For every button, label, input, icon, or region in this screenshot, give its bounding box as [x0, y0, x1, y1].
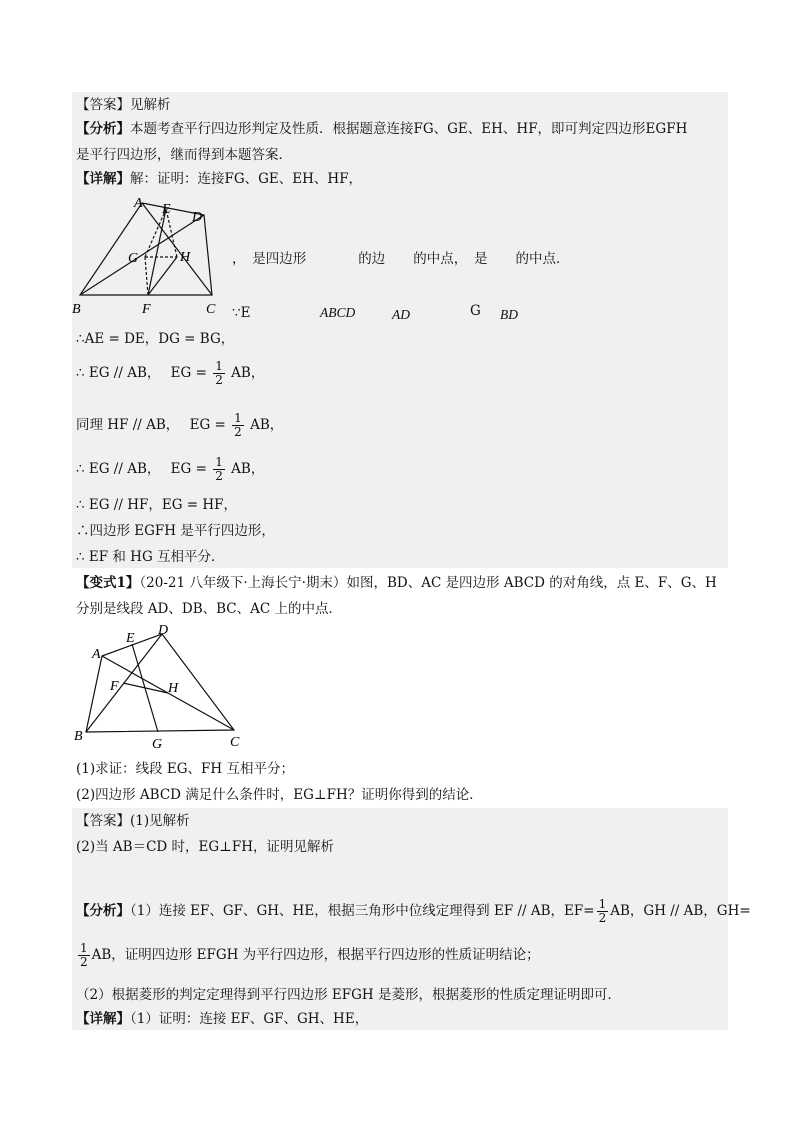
analysis-line-1: 【分析】本题考查平行四边形判定及性质．根据题意连接FG、GE、EH、HF，即可判定四边形EGFH: [76, 121, 688, 137]
figure-2-quadrilateral: [70, 622, 250, 752]
step-3: 同理 HF // AB， EG = $\frac{1}{2}$ AB，: [76, 411, 284, 439]
fig1-label-f: F: [142, 302, 151, 317]
fig1-label-g: G: [128, 251, 139, 266]
fig1-label-b: B: [72, 302, 81, 317]
condition-ad: AD: [392, 307, 410, 322]
fig2-label-f: F: [110, 679, 119, 694]
fraction-half: $\frac{1}{2}$: [234, 411, 242, 439]
fraction-half: $\frac{1}{2}$: [598, 897, 607, 925]
fig1-label-a: A: [134, 196, 143, 211]
fraction-half: $\frac{1}{2}$: [215, 359, 223, 387]
step-5: ∴ EG // HF，EG = HF，: [76, 497, 238, 513]
answer2-line-2: (2)当 AB＝CD 时，EG⊥FH，证明见解析: [76, 839, 335, 855]
fig2-label-e: E: [126, 631, 135, 646]
step-4: ∴ EG // AB， EG = $\frac{1}{2}$ AB，: [76, 455, 265, 483]
step-6: ∴四边形 EGFH 是平行四边形，: [76, 523, 275, 539]
variant-line-1: 【变式1】（20-21 八年级下·上海长宁·期末）如图，BD、AC 是四边形 ABCD 的对角线，点 E、F、G、H: [76, 575, 717, 591]
answer-line: 【答案】见解析: [76, 97, 171, 113]
question-2: (2)四边形 ABCD 满足什么条件时，EG⊥FH？证明你得到的结论．: [76, 787, 483, 803]
fig2-label-b: B: [74, 729, 83, 744]
answer2-line-1: 【答案】(1)见解析: [76, 813, 190, 829]
step-1: ∴AE = DE，DG = BG，: [76, 331, 235, 347]
because-line: ∵E: [232, 305, 251, 321]
step-2: ∴ EG // AB， EG = $\frac{1}{2}$ AB，: [76, 359, 265, 387]
condition-abcd: ABCD: [320, 305, 356, 320]
fig2-label-a: A: [92, 647, 101, 662]
fig2-label-d: D: [158, 623, 169, 638]
detail-line-1: 【详解】解：证明：连接FG、GE、EH、HF，: [76, 171, 363, 187]
fig2-label-c: C: [230, 735, 240, 750]
fig1-label-c: C: [206, 302, 216, 317]
question-1: (1)求证：线段 EG、FH 互相平分；: [76, 761, 294, 777]
figure-1-quadrilateral: [70, 195, 240, 325]
fig1-label-e: E: [162, 202, 171, 217]
analysis2-line-1: 【分析】（1）连接 EF、GF、GH、HE，根据三角形中位线定理得到 EF // AB，EF= $\frac{1}{2}$ AB，GH // AB，GH=: [76, 897, 751, 925]
condition-bd: BD: [500, 307, 518, 322]
fig1-label-h: H: [180, 250, 191, 265]
variant-line-2: 分别是线段 AD、DB、BC、AC 上的中点．: [76, 601, 342, 617]
analysis2-line-3: （2）根据菱形的判定定理得到平行四边形 EFGH 是菱形，根据菱形的性质定理证明即可．: [76, 987, 621, 1003]
detail2-line-1: 【详解】（1）证明：连接 EF、GF、GH、HE，: [76, 1011, 369, 1027]
condition-line: ， 是四边形 的边 的中点， 是 的中点．: [232, 251, 570, 267]
analysis-line-2: 是平行四边形，继而得到本题答案．: [76, 147, 292, 163]
fig2-label-g: G: [152, 737, 163, 752]
analysis2-line-2: $\frac{1}{2}$ AB，证明四边形 EFGH 为平行四边形，根据平行四边形的性质证明结论；: [80, 941, 540, 969]
fraction-half: $\frac{1}{2}$: [80, 941, 88, 969]
fig1-label-d: D: [192, 210, 203, 225]
step-7: ∴ EF 和 HG 互相平分．: [76, 549, 225, 565]
fig2-label-h: H: [168, 681, 179, 696]
fraction-half: $\frac{1}{2}$: [215, 455, 223, 483]
condition-g: G: [470, 303, 481, 319]
